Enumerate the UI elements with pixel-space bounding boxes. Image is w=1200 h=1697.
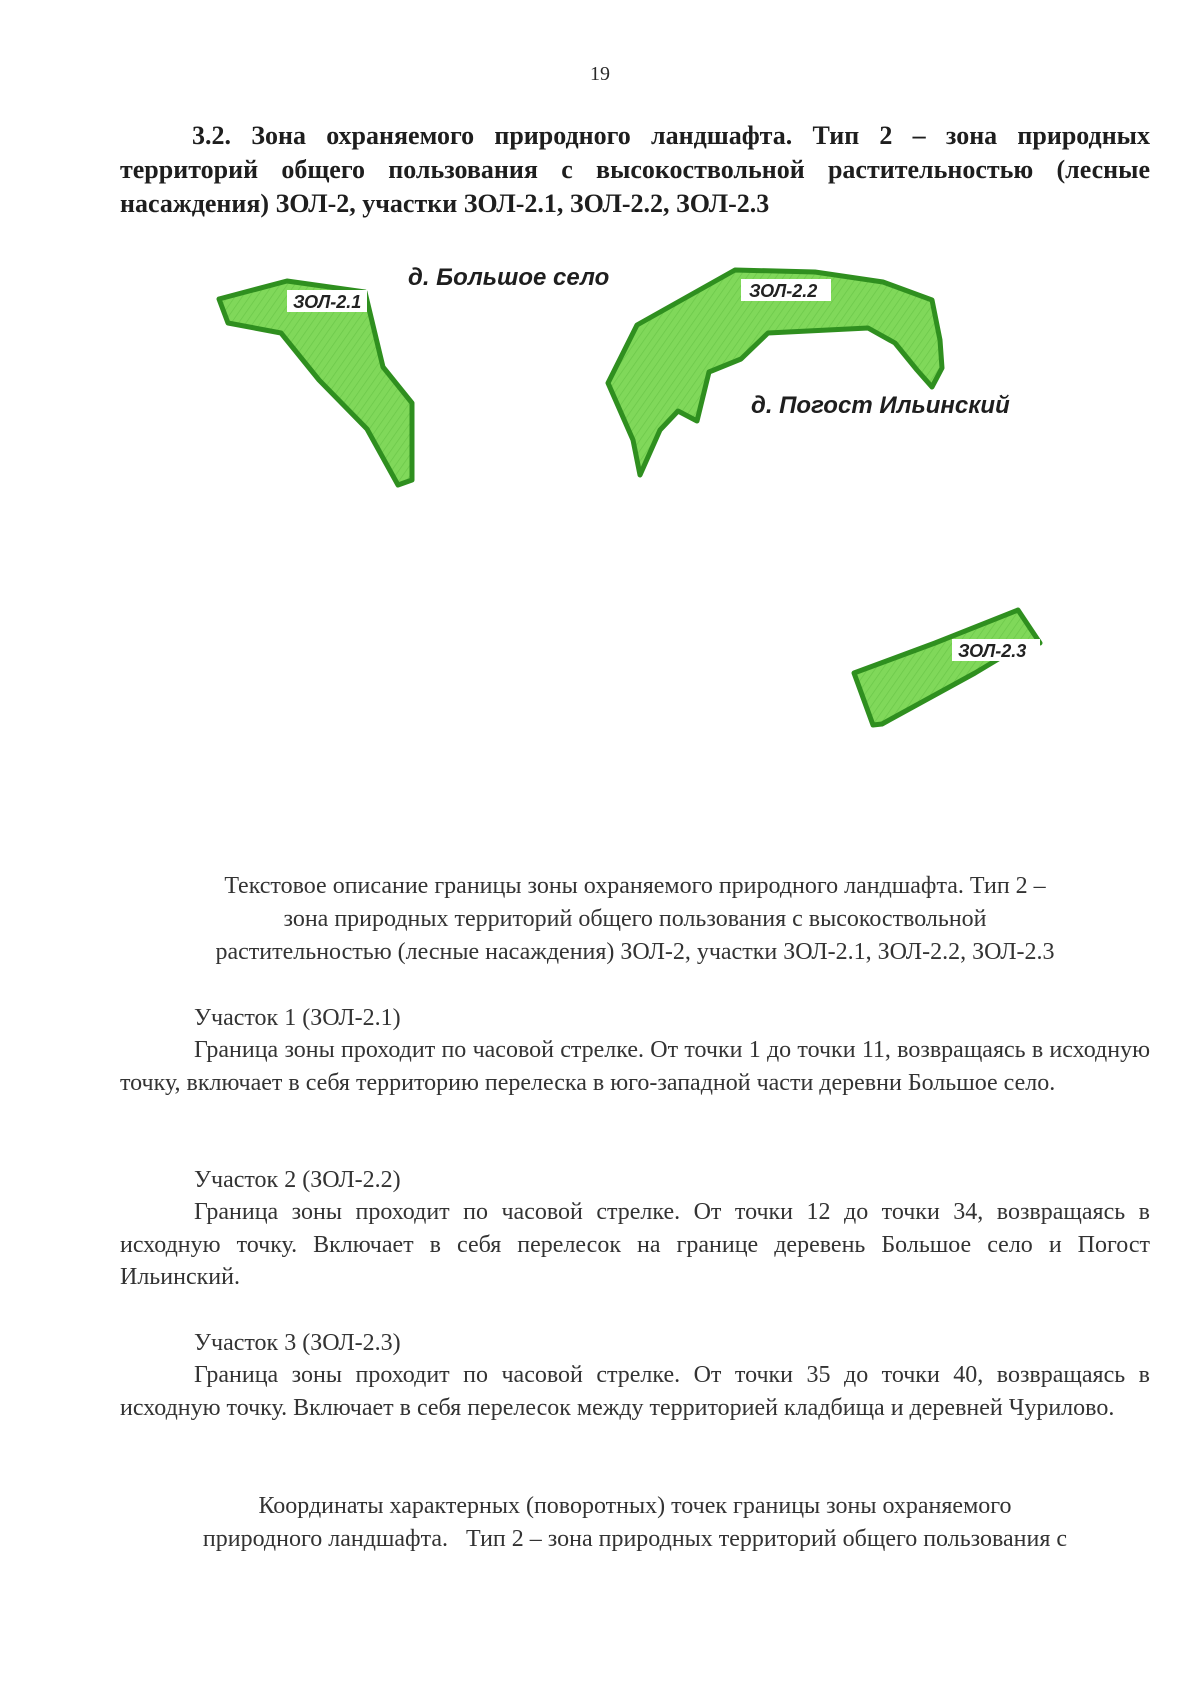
zone-label-zol-2-2: ЗОЛ-2.2 (749, 281, 818, 301)
plot-1-description: Граница зоны проходит по часовой стрелке. От точки 1 до точки 11, возвращаясь в исходную точку, включает в себя территорию перелеска в юго-западной части деревни Большое село. (120, 1037, 1150, 1096)
zone-zol-2-3-polygon[interactable] (854, 610, 1040, 725)
place-label-pogost-ilinsky: д. Погост Ильинский (751, 392, 1010, 419)
caption-line-1: Текстовое описание границы зоны охраняемого природного ландшафта. Тип 2 – (224, 873, 1046, 899)
zone-map (0, 255, 1200, 815)
plot-3-description: Граница зоны проходит по часовой стрелке. От точки 35 до точки 40, возвращаясь в исходную точку. Включает в себя перелесок между территорией кладбища и деревней Чурилово. (120, 1362, 1150, 1421)
caption-line-3: растительностью (лесные насаждения) ЗОЛ-2, участки ЗОЛ-2.1, ЗОЛ-2.2, ЗОЛ-2.3 (215, 939, 1055, 965)
section-heading: 3.2. Зона охраняемого природного ландшафта. Тип 2 – зона природных территорий общего пользования с высокоствольной растительностью (лесные насаждения) ЗОЛ-2, участки ЗОЛ-2.1, ЗОЛ-2.2, ЗОЛ-2.3 (120, 121, 1150, 218)
plot-1-title: Участок 1 (ЗОЛ-2.1) (194, 1005, 401, 1031)
zone-label-zol-2-1: ЗОЛ-2.1 (293, 292, 362, 312)
coordinates-heading-line-2: природного ландшафта. Тип 2 – зона природных территорий общего пользования с (202, 1526, 1068, 1552)
page-number: 19 (590, 63, 610, 85)
place-label-bolshoe-selo: д. Большое село (408, 264, 610, 291)
coordinates-heading-line-1: Координаты характерных (поворотных) точек границы зоны охраняемого (258, 1493, 1012, 1519)
plot-3-title: Участок 3 (ЗОЛ-2.3) (194, 1330, 401, 1356)
caption-line-2: зона природных территорий общего пользования с высокоствольной (283, 906, 987, 932)
zone-label-zol-2-3: ЗОЛ-2.3 (958, 641, 1027, 661)
plot-2-title: Участок 2 (ЗОЛ-2.2) (194, 1167, 401, 1193)
map-caption (120, 870, 1150, 969)
plot-2-description: Граница зоны проходит по часовой стрелке. От точки 12 до точки 34, возвращаясь в исходную точку. Включает в себя перелесок на границе деревень Большое село и Погост Ильинский. (120, 1199, 1150, 1290)
coordinates-heading (120, 1490, 1150, 1556)
